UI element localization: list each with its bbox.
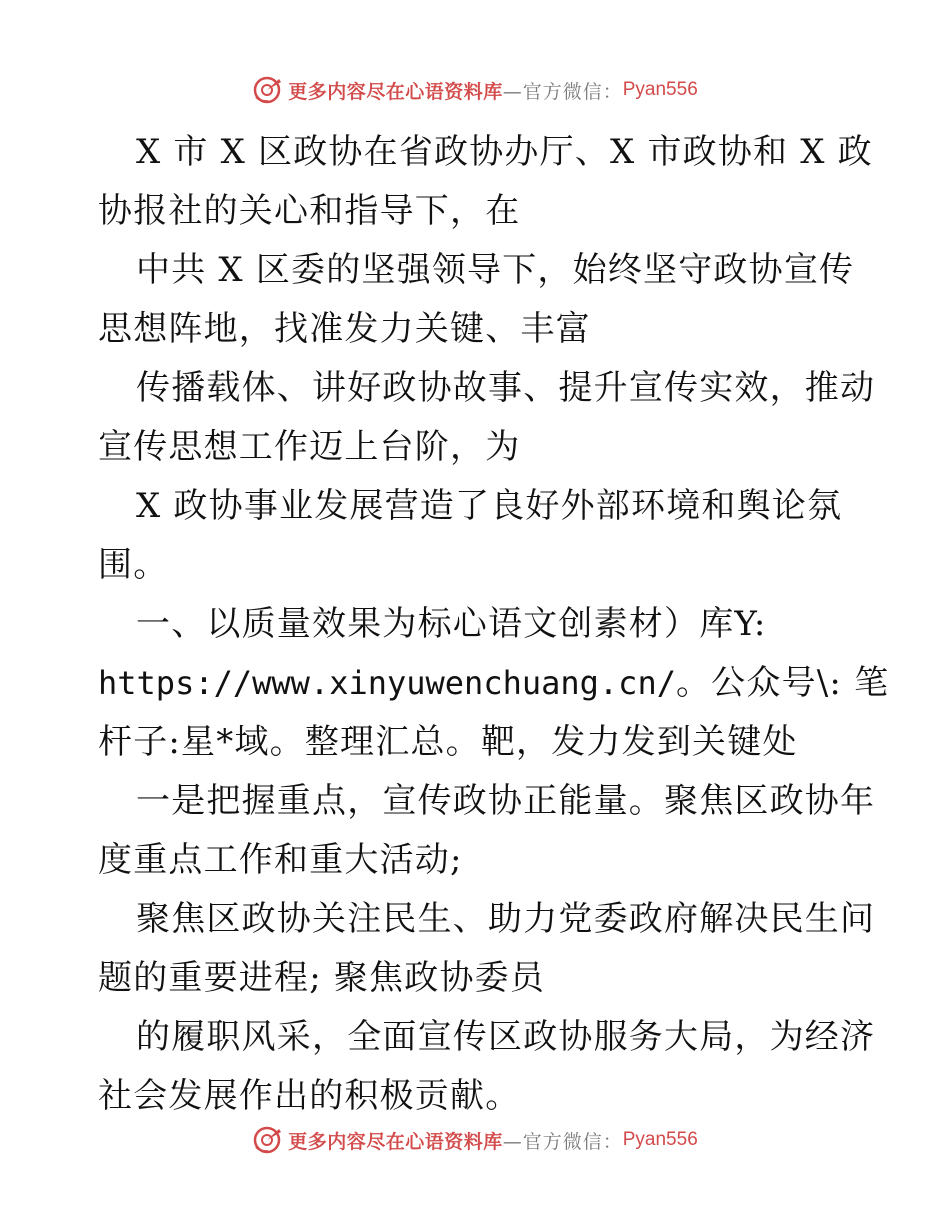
watermark-id-text: Pyan556 bbox=[622, 79, 698, 100]
pen-logo-icon bbox=[252, 1125, 282, 1155]
pen-logo-icon bbox=[252, 75, 282, 105]
body-line: 杆子:星*域。整理汇总。靶，发力发到关键处 bbox=[98, 722, 798, 762]
body-line: 一是把握重点，宣传政协正能量。聚焦区政协年 bbox=[136, 781, 876, 821]
watermark-main-text: 更多内容尽在心语资料库 bbox=[288, 1130, 503, 1153]
body-line: 聚焦区政协关注民生、助力党委政府解决民生问 bbox=[136, 899, 876, 939]
watermark-dash-text: —官方微信： bbox=[502, 80, 623, 103]
body-line: 一、以质量效果为标心语文创素材）库Y: bbox=[136, 604, 767, 644]
body-line: 协报社的关心和指导下，在 bbox=[98, 191, 521, 231]
body-line: 度重点工作和重大活动; bbox=[98, 840, 463, 880]
body-line: 围。 bbox=[98, 545, 169, 585]
body-line: 中共 X 区委的坚强领导下，始终坚守政协宣传 bbox=[136, 250, 855, 290]
watermark-id-text: Pyan556 bbox=[622, 1129, 698, 1150]
body-line: 题的重要进程; 聚焦政协委员 bbox=[98, 958, 546, 998]
url-text: https://www.xinyuwenchuang.cn/ bbox=[98, 664, 676, 702]
body-line: 社会发展作出的积极贡献。 bbox=[98, 1076, 521, 1116]
body-line: X 市 X 区政协在省政协办厅、X 市政协和 X 政 bbox=[136, 132, 873, 172]
wechat-text: 。公众号\: 笔 bbox=[675, 663, 890, 703]
watermark-dash-text: —官方微信： bbox=[502, 1130, 623, 1153]
watermark-main-text: 更多内容尽在心语资料库 bbox=[288, 80, 503, 103]
body-line: 宣传思想工作迈上台阶，为 bbox=[98, 427, 521, 467]
document-body bbox=[98, 123, 890, 1126]
body-line-url bbox=[98, 654, 890, 713]
body-line: 传播载体、讲好政协故事、提升宣传实效，推动 bbox=[136, 368, 876, 408]
body-line: 的履职风采，全面宣传区政协服务大局，为经济 bbox=[136, 1017, 876, 1057]
header-watermark bbox=[0, 72, 950, 108]
body-line: 思想阵地，找准发力关键、丰富 bbox=[98, 309, 591, 349]
footer-watermark bbox=[0, 1122, 950, 1158]
body-line: X 政协事业发展营造了良好外部环境和舆论氛 bbox=[136, 486, 843, 526]
